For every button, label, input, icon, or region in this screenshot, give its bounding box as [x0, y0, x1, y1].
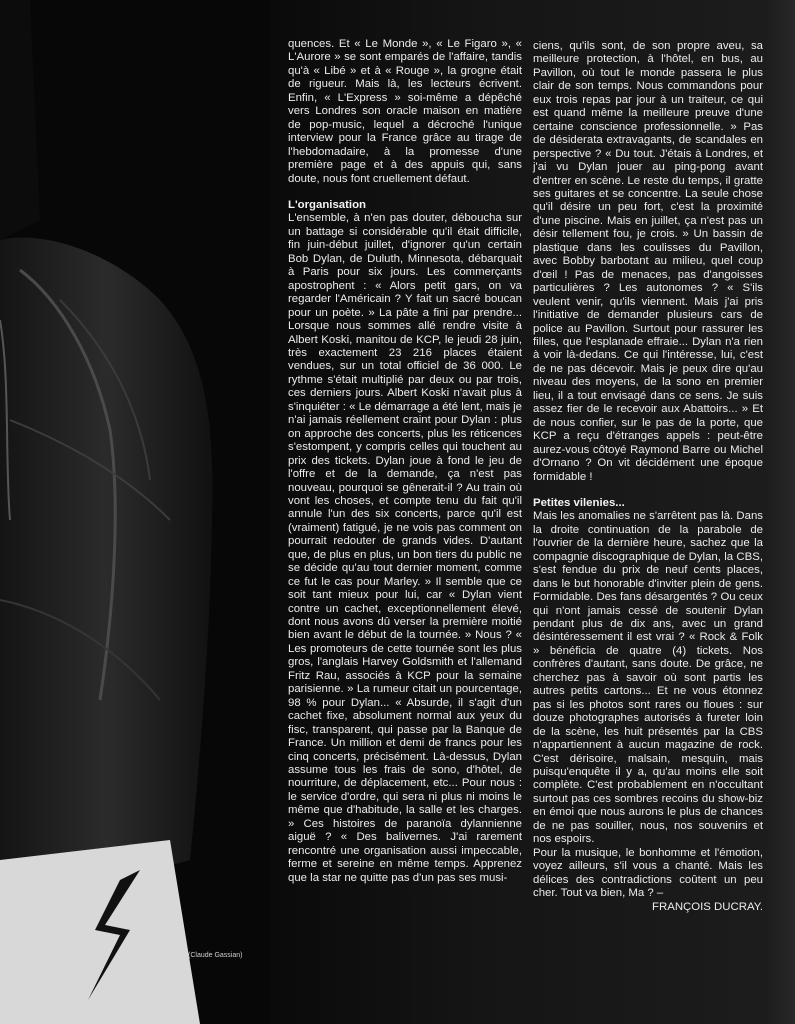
paragraph: L'ensemble, à n'en pas douter, déboucha sur un battage si considérable qu'il était difficile, fin juin-début juillet, d'ignorer qu'un certain Bob Dylan, de Duluth, Minnesota, débarquait à Paris pour six jours. Les commerçants apostrophent : « Alors petit gars, on va regarder l'Américain ? Y fait un sacré boucan pour un poète. » La pâte a fini par prendre... Lorsque nous sommes allé rendre visite à Albert Koski, manitou de KCP, le jeudi 28 juin, très exactement 23 216 places étaient vendues, sur un total officiel de 36 000. Le rythme s'était multiplié par deux ou par trois, ces derniers jours. Albert Koski n'avait plus à s'inquiéter : « Le démarrage a été lent, mais je n'ai jamais réellement craint pour Dylan : plus on approche des concerts, plus les réticences s'estompent, y compris celles qui touchent au prix des tickets. Dylan joue à fond le jeu de l'offre et de la demande, ça n'est pas nouveau, pourquoi se gênerait-il ? Au train où vont les choses, et compte tenu du fait qu'il annule l'un des six concerts, parce qu'il est (vraiment) fatigué, je ne vois pas comment on pourrait redouter de grands vides. D'autant que, de plus en plus, un bon tiers du public ne se décide qu'au tout dernier moment, comme ce fut le cas pour Marley. » Il semble que ce soit tant mieux pour lui, car « Dylan vient contre un cachet, exceptionnellement élevé, dont nous avons dû verser la première moitié bien avant le début de la tournée. » Nous ? « Les promoteurs de cette tournée sont les plus gros, l'anglais Harvey Goldsmith et l'allemand Fritz Rau, associés à KCP pour la semaine parisienne. » La rumeur citait un pourcentage, 98 % pour Dylan... « Absurde, il s'agit d'un cachet fixe, absolument normal aux yeux du fisc, transparent, qui passe par la Banque de France. Un million et demi de francs pour les cinq concerts, précisément. Là-dessus, Dylan assume tous les frais de sono, d'hôtel, de nourriture, de déplacement, etc... Pour nous : le service d'ordre, qui sera ni plus ni moins le même que d'habitude, la salle et les charges. » Ces histoires de paranoïa dylannienne aiguë ? « Des balivernes. J'ai rarement rencontré une organisation aussi impeccable, ferme et sereine en même temps. Apprenez que la star ne quitte pas d'un pas ses musi-	[288, 212, 522, 884]
article-column-2	[533, 40, 763, 914]
article-column-1	[288, 38, 522, 885]
photo-dylan-leather-jacket	[0, 0, 280, 1024]
page-edge-shadow	[765, 0, 795, 1024]
section-heading-petites-vilenies: Petites vilenies...	[533, 496, 625, 509]
paragraph: ciens, qu'ils sont, de son propre aveu, sa meilleure protection, à l'hôtel, en bus, au Pavillon, où tout le monde passera le plus clair de son temps. Nous commandons pour eux trois repas par jour à un traiteur, ce qui est quand même la meilleure preuve d'une certaine conscience professionnelle. » Pas de désiderata extravagants, de scandales en perspective ? « Du tout. J'étais à Londres, et j'ai vu Dylan jouer au ping-pong avant d'entrer en scène. Le reste du temps, il gratte ses guitares et se concentre. La seule chose qu'il désire un peu fort, c'est la proximité d'une piscine. Mais en juillet, ça n'est pas un désir tellement fou, je crois. » Un bassin de plastique dans les coulisses du Pavillon, avec Bobby barbotant au milieu, quel coup d'œil ! Pas de menaces, pas d'angoisses particulières ? Les autonomes ? « S'ils veulent venir, qu'ils viennent. Mais j'ai pris l'initiative de demander plusieurs cars de police au Pavillon. Surtout pour rassurer les filles, que l'esplanade effraie... Dylan n'a rien à voir là-dedans. Ce qui l'intéresse, lui, c'est de ne pas décevoir. Mais je peux dire qu'au niveau des moyens, de la sono en premier lieu, il a tout envisagé dans ce sens. Je suis assez fier de le recevoir aux Abattoirs... » Et de nous confier, sur le pas de la porte, que KCP a reçu d'étranges appels : peut-être aurez-vous côtoyé Raymond Barre ou Michel d'Ornano ? On vit décidément une époque formidable !	[533, 40, 763, 483]
photo-illustration	[0, 0, 280, 1024]
paragraph: Mais les anomalies ne s'arrêtent pas là. Dans la droite continuation de la parabole de l'ouvrier de la dernière heure, sachez que la compagnie discographique de Dylan, la CBS, s'est fendue du prix de neuf cents places, dans le but honorable d'inviter plein de gens. Formidable. Des fans désargentés ? Ou ceux qui n'ont jamais cessé de soutenir Dylan pendant plus de dix ans, avec un grand désintéressement il est vrai ? « Rock & Folk » bénéficia de quatre (4) tickets. Nos confrères d'autant, sans doute. De grâce, ne cherchez pas à savoir où sont partis les autres petits cartons... Et ne vous étonnez pas si les photos sont rares ou floues : sur douze photographes autorisés à fureter loin de la scène, les huit présentés par la CBS n'appartiennent à aucun magazine de rock. C'est dérisoire, malsain, mesquin, mais puisqu'enquête il y a, qu'au moins elle soit complète. C'est probablement en n'occultant surtout pas ces sombres recoins du show-biz en émoi que nous aurons le plus de chances de ne pas souiller, nous, nos souvenirs et nos espoirs.	[533, 510, 763, 846]
paragraph: quences. Et « Le Monde », « Le Figaro », « L'Aurore » se sont emparés de l'affaire, tandis qu'à « Libé » et à « Rouge », la grogne était de rigueur. Mais là, les lecteurs écrivent. Enfin, « L'Express » soi-même a dépêché vers Londres son oracle maison en matière de pop-music, lequel a décroché l'unique interview pour la France grâce au tirage de l'hebdomadaire, à la promesse d'une première page et à des appuis qui, sans doute, nous font cruellement défaut.	[288, 38, 522, 185]
section-heading-organisation: L'organisation	[288, 198, 367, 211]
paragraph: Pour la musique, le bonhomme et l'émotion, voyez ailleurs, s'il vous a chanté. Mais les délices des contradictions coûtent un peu cher. Tout va bien, Ma ? –	[533, 846, 763, 900]
photo-credit: (Claude Gassian)	[188, 952, 243, 959]
author-signature: FRANÇOIS DUCRAY.	[652, 900, 763, 913]
